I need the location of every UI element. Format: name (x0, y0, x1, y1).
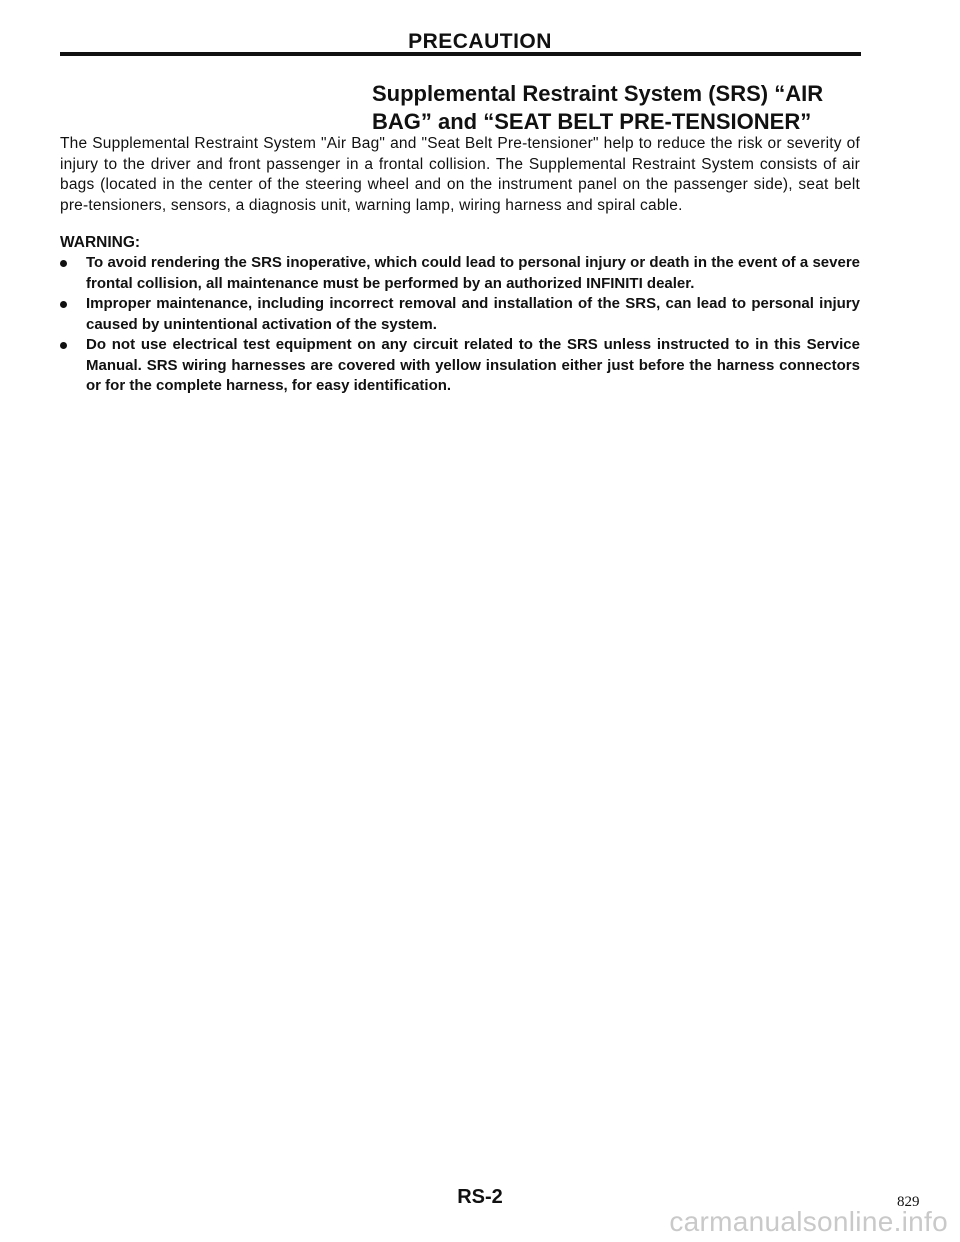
page-title: PRECAUTION (408, 30, 552, 53)
warning-item-text: To avoid rendering the SRS inoperative, which could lead to personal injury or death in the event of a severe frontal collision, all maintenance must be performed by an authorized INFINITI dealer. (86, 254, 860, 292)
bullet-icon (60, 260, 67, 267)
section-code: RS-2 (457, 1186, 503, 1208)
warning-label: WARNING: (60, 234, 141, 251)
warning-item (60, 294, 860, 335)
section-title-line-1: Supplemental Restraint System (SRS) “AIR (372, 81, 824, 106)
section-title (372, 80, 852, 136)
bullet-icon (60, 301, 67, 308)
watermark: carmanualsonline.info (669, 1206, 948, 1237)
page-number: 829 (897, 1194, 920, 1210)
section-title-line-2: BAG” and “SEAT BELT PRE-TENSIONER” (372, 109, 812, 134)
bullet-icon (60, 342, 67, 349)
warning-item (60, 253, 860, 294)
warning-list (60, 253, 860, 397)
warning-item-text: Improper maintenance, including incorrect removal and installation of the SRS, can lead to personal injury caused by unintentional activation of the system. (86, 295, 860, 333)
intro-paragraph: The Supplemental Restraint System "Air Bag" and "Seat Belt Pre-tensioner" help to reduce the risk or severity of injury to the driver and front passenger in a frontal collision. The Supplemental Restraint System consists of air bags (located in the center of the steering wheel and on the instrument panel on the passenger side), seat belt pre-tensioners, sensors, a diagnosis unit, warning lamp, wiring harness and spiral cable. (60, 135, 860, 214)
warning-item (60, 335, 860, 397)
warning-item-text: Do not use electrical test equipment on any circuit related to the SRS unless instructed to in this Service Manual. SRS wiring harnesses are covered with yellow insulation either just before the harness connectors or for the complete harness, for easy identification. (86, 336, 860, 394)
header-divider (60, 52, 861, 56)
